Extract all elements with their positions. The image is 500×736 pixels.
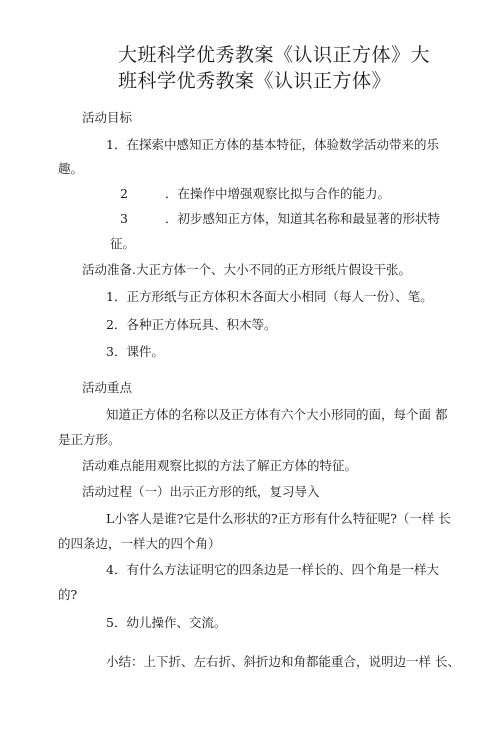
goal-3-number: 3 <box>120 211 128 226</box>
activity-process-1: 活动过程（一）出示正方形的纸，复习导入 <box>82 484 320 499</box>
goal-1-line-b: 趣。 <box>58 161 84 176</box>
activity-difficulty: 活动难点能用观察比拟的方法了解正方体的特征。 <box>82 458 358 473</box>
key-point-heading: 活动重点 <box>82 380 133 395</box>
activity-preparation: 活动准备.大正方体一个、大小不同的正方形纸片假设干张。 <box>82 262 411 277</box>
key-point-line-a: 知道正方体的名称以及正方体有六个大小形同的面，每个面 都 <box>106 407 448 422</box>
activity-goal-heading: 活动目标 <box>82 110 133 125</box>
goal-3-text: ．初步感知正方体，知道其名称和最显著的形状特 <box>165 211 441 226</box>
question-line-b: 的四条边，一样大的四个角） <box>58 536 221 551</box>
goal-2-number: 2 <box>120 186 128 201</box>
preparation-item-3: 3．课件。 <box>106 344 164 359</box>
goal-2-text: ．在操作中增强观察比拟与合作的能力。 <box>165 186 391 201</box>
summary-line: 小结：上下折、左右折、斜折边和角都能重合，说明边一样 长、 <box>106 654 460 669</box>
preparation-item-1: 1．正方形纸与正方体积木各面大小相同（每人一份）、笔。 <box>106 289 433 304</box>
step-4-line-a: 4．有什么方法证明它的四条边是一样长的、四个角是一样大 <box>106 562 439 577</box>
goal-3-line-b: 征。 <box>110 236 136 251</box>
document-title: 大班科学优秀教案《认识正方体》大班科学优秀教案《认识正方体》 <box>118 44 431 92</box>
step-5: 5．幼儿操作、交流。 <box>106 615 227 630</box>
question-line-a: L小客人是谁?它是什么形状的?正方形有什么特征呢?（一样 长 <box>106 511 451 526</box>
preparation-item-2: 2．各种正方体玩具、积木等。 <box>106 317 277 332</box>
goal-1-line-a: 1．在探索中感知正方体的基本特征，体验数学活动带来的乐 <box>106 137 439 152</box>
step-4-line-b: 的? <box>58 587 78 602</box>
key-point-line-b: 是正方形。 <box>58 432 121 447</box>
